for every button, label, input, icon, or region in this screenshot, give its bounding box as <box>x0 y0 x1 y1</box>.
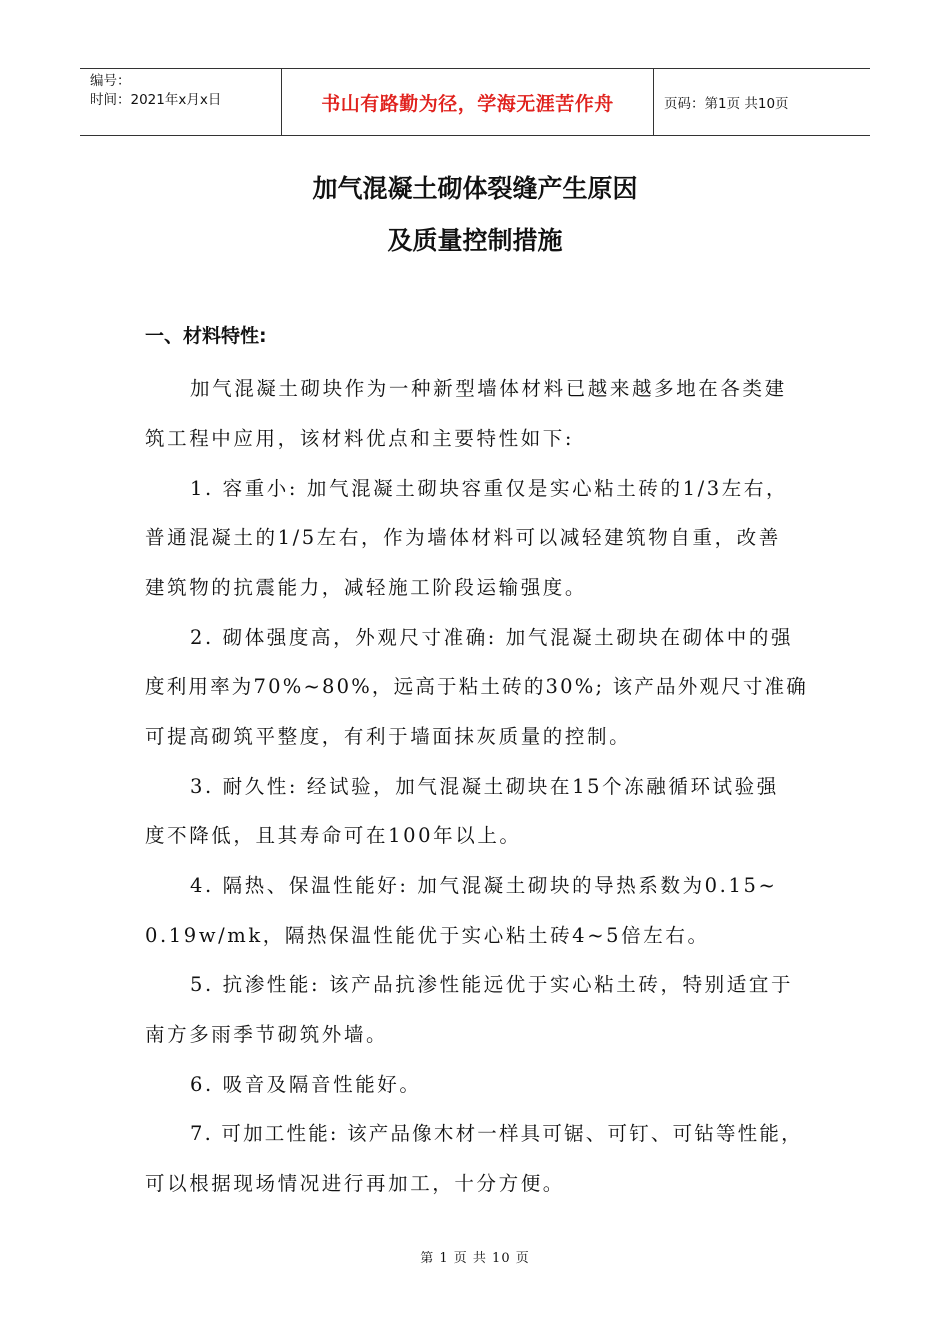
header-page-cell <box>654 69 870 135</box>
document-title-line-2: 及质量控制措施 <box>387 226 563 255</box>
page-info: 页码：第1页 共10页 <box>664 96 789 112</box>
date-label: 时间：2021年x月x日 <box>90 92 222 108</box>
document-header <box>80 68 870 136</box>
body-line: 0.19w/mk，隔热保温性能优于实心粘土砖4~5倍左右。 <box>145 924 710 947</box>
body-line: 普通混凝土的1/5左右，作为墙体材料可以减轻建筑物自重，改善 <box>145 526 781 549</box>
body-line: 筑工程中应用，该材料优点和主要特性如下: <box>145 427 575 450</box>
document-title-line-1: 加气混凝土砌体裂缝产生原因 <box>312 174 638 203</box>
header-meta-cell <box>80 69 282 135</box>
body-line: 可以根据现场情况进行再加工，十分方便。 <box>145 1172 565 1195</box>
body-line: 度不降低，且其寿命可在100年以上。 <box>145 824 522 847</box>
body-line: 度利用率为70%~80%，远高于粘土砖的30%; 该产品外观尺寸准确 <box>145 675 808 698</box>
motto-text: 书山有路勤为径，学海无涯苦作舟 <box>321 92 614 115</box>
body-line: 7. 可加工性能: 该产品像木材一样具可锯、可钉、可钻等性能， <box>190 1122 803 1145</box>
body-line: 5. 抗渗性能: 该产品抗渗性能远优于实心粘土砖，特别适宜于 <box>190 973 794 996</box>
body-line: 南方多雨季节砌筑外墙。 <box>145 1023 389 1046</box>
header-motto-cell <box>282 69 654 135</box>
section-heading: 一、材料特性: <box>145 325 267 347</box>
body-line: 1. 容重小: 加气混凝土砌块容重仅是实心粘土砖的1/3左右， <box>190 477 789 500</box>
body-line: 建筑物的抗震能力，减轻施工阶段运输强度。 <box>145 576 588 599</box>
number-label: 编号： <box>90 73 131 89</box>
body-line: 6. 吸音及隔音性能好。 <box>190 1073 422 1096</box>
body-line: 2. 砌体强度高，外观尺寸准确: 加气混凝土砌块在砌体中的强 <box>190 626 794 649</box>
body-line: 4. 隔热、保温性能好: 加气混凝土砌块的导热系数为0.15~ <box>190 874 778 897</box>
body-line: 加气混凝土砌块作为一种新型墙体材料已越来越多地在各类建 <box>190 377 787 400</box>
body-line: 3. 耐久性: 经试验，加气混凝土砌块在15个冻融循环试验强 <box>190 775 779 798</box>
page-footer: 第 1 页 共 10 页 <box>420 1251 530 1266</box>
body-line: 可提高砌筑平整度，有利于墙面抹灰质量的控制。 <box>145 725 632 748</box>
